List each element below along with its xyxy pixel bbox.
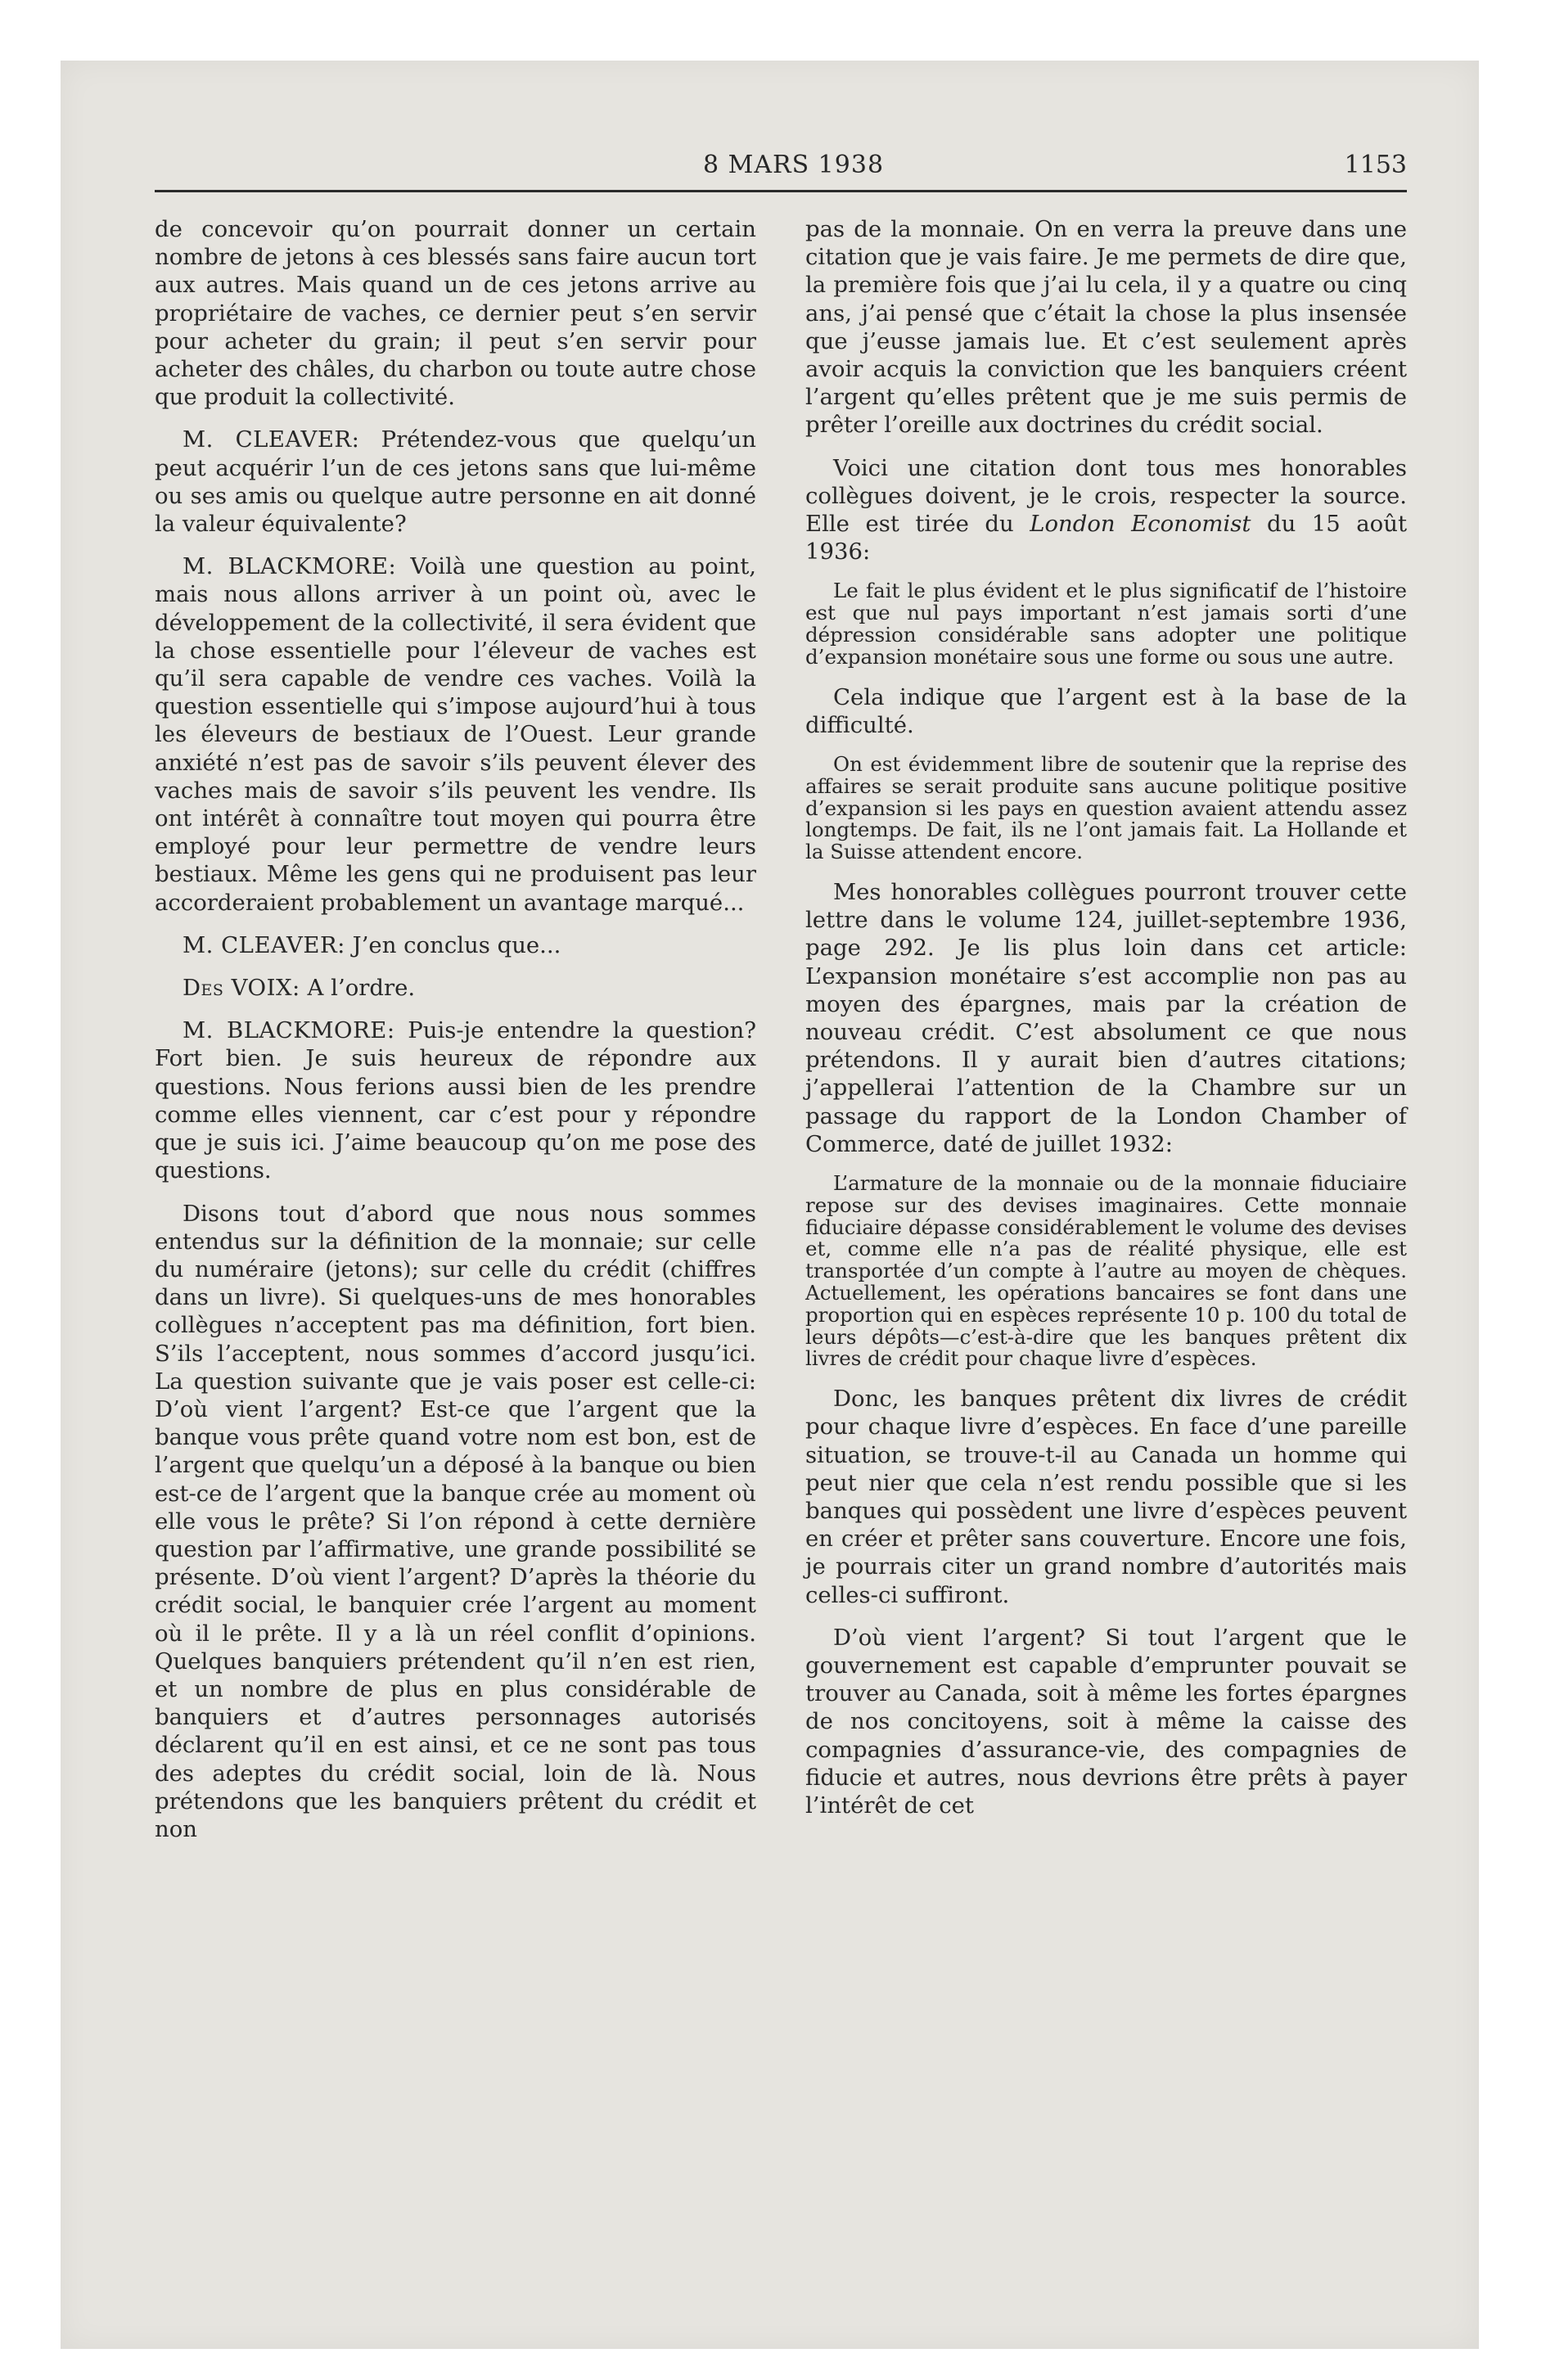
- document-page: [155, 139, 1407, 1858]
- page-number: 1153: [1344, 151, 1407, 179]
- speech-paragraph: [155, 552, 756, 917]
- speech-paragraph: [155, 426, 756, 538]
- paragraph: [805, 454, 1407, 566]
- speech-paragraph: [155, 931, 756, 959]
- paragraph: Cela indique que l’argent est à la base de la difficulté.: [805, 683, 1407, 738]
- block-quote: L’armature de la monnaie ou de la monnaie fiduciaire repose sur des devises imaginaires. Cette monnaie fiduciaire dépasse considérablement le volume des devises et, comme elle n’a pas de réalité physique, elle est transportée d’un compte à l’autre au moyen de chèques. Actuellement, les opérations bancaires se font dans une proportion qui en espèces représente 10 p. 100 du total de leurs dépôts—c’est-à-dire que les banques prêtent dix livres de crédit pour chaque livre d’espèces.: [805, 1171, 1407, 1371]
- speaker-name: M. CLEAVER:: [183, 426, 360, 453]
- right-column: [805, 215, 1407, 1858]
- paragraph: D’où vient l’argent? Si tout l’argent que le gouvernement est capable d’emprunter pouvait se trouver au Canada, soit à même les fortes épargnes de nos concitoyens, soit à même la caisse des compagnies d’assurance-vie, des compagnies de fiducie et autres, nous devrions être prêts à payer l’intérêt de cet: [805, 1624, 1407, 1819]
- paragraph: Donc, les banques prêtent dix livres de crédit pour chaque livre d’espèces. En face d’une pareille situation, se trouve-t-il au Canada un homme qui peut nier que cela n’est rendu possible que si les banques qui possèdent une livre d’espèces peuvent en créer et prêter sans couverture. Encore une fois, je pourrais citer un grand nombre d’autorités mais celles-ci suffiront.: [805, 1386, 1407, 1608]
- left-column: [155, 215, 756, 1858]
- speech-text: Voilà une question au point, mais nous allons arriver à un point où, avec le développement de la collectivité, il sera évident que la chose essentielle pour l’éleveur de vaches est qu’il sera capable de vendre ces vaches. Voilà la question essentielle qui s’impose aujourd’hui à tous les éleveurs de bestiaux de l’Ouest. Leur grande anxiété n’est pas de savoir s’ils peuvent élever des vaches mais de savoir s’ils peuvent les vendre. Ils ont intérêt à connaître tout moyen qui pourra être employé pour leur permettre de vendre leurs bestiaux. Même les gens qui ne produisent pas leur accorderaient probablement un avantage marqué...: [155, 553, 756, 916]
- paragraph: Mes honorables collègues pourront trouver cette lettre dans le volume 124, juillet-septembre 1936, page 292. Je lis plus loin dans cet article: L’expansion monétaire s’est accomplie non pas au moyen des épargnes, mais par la création de nouveau crédit. C’est absolument ce que nous prétendons. Il y aurait bien d’autres citations; j’appellerai l’attention de la Chambre sur un passage du rapport de la London Chamber of Commerce, daté de juillet 1932:: [805, 879, 1407, 1157]
- publication-title: London Economist: [1030, 511, 1251, 538]
- paragraph-text: Voici une citation dont tous mes honorables collègues doivent, je le crois, respecter la source. Elle est tirée du: [805, 454, 1407, 538]
- paragraph: de concevoir qu’on pourrait donner un certain nombre de jetons à ces blessés sans faire aucun tort aux autres. Mais quand un de ces jetons arrive au propriétaire de vaches, ce dernier peut s’en servir pour acheter du grain; il peut s’en servir pour acheter des châles, du charbon ou toute autre chose que produit la collectivité.: [155, 216, 756, 411]
- two-column-body: [155, 215, 1407, 1858]
- speaker-name: M. CLEAVER:: [183, 931, 345, 958]
- block-quote: On est évidemment libre de soutenir que la reprise des affaires se serait produite sans aucune politique positive d’expansion si les pays en question avaient attendu assez longtemps. De fait, ils ne l’ont jamais fait. La Hollande et la Suisse attendent encore.: [805, 752, 1407, 864]
- block-quote: Le fait le plus évident et le plus significatif de l’histoire est que nul pays important n’est jamais sorti d’une dépression considérable sans adopter une politique d’expansion monétaire sous une forme ou sous une autre.: [805, 579, 1407, 669]
- speaker-name: M. BLACKMORE:: [183, 1017, 395, 1044]
- speech-text: Puis-je entendre la question? Fort bien. Je suis heureux de répondre aux questions. Nous ferions aussi bien de les prendre comme elles viennent, car c’est pour y répondre que je suis ici. J’aime beaucoup qu’on me pose des questions.: [155, 1017, 756, 1184]
- paragraph: Disons tout d’abord que nous nous sommes entendus sur la définition de la monnaie; sur celle du numéraire (jetons); sur celle du crédit (chiffres dans un livre). Si quelques-uns de mes honorables collègues n’acceptent pas ma définition, fort bien. S’ils l’acceptent, nous sommes d’accord jusqu’ici. La question suivante que je vais poser est celle-ci: D’où vient l’argent? Est-ce que l’argent que la banque vous prête quand votre nom est bon, est de l’argent que quelqu’un a déposé à la banque ou bien est-ce de l’argent que la banque crée au moment où elle vous le prête? Si l’on répond à cette dernière question par l’affirmative, une grande possibilité se présente. D’où vient l’argent? D’après la théorie du crédit social, le banquier crée l’argent au moment où il le prête. Il y a là un réel conflit d’opinions. Quelques banquiers prétendent qu’il n’en est rien, et un nombre de plus en plus considérable de banquiers et d’autres personnages autorisés déclarent qu’il en est ainsi, et ce ne sont pas tous des adeptes du crédit social, loin de là. Nous prétendons que les banquiers prêtent du crédit et non: [155, 1200, 756, 1842]
- speech-paragraph: [155, 974, 756, 1002]
- speaker-name: M. BLACKMORE:: [183, 553, 397, 580]
- speech-text: J’en conclus que...: [345, 931, 561, 958]
- paragraph: pas de la monnaie. On en verra la preuve dans une citation que je vais faire. Je me permets de dire que, la première fois que j’ai lu cela, il y a quatre ou cinq ans, j’ai pensé que c’était la chose la plus insensée que j’eusse jamais lue. Et c’est seulement après avoir acquis la conviction que les banquiers créent l’argent qu’elles prêtent que je me suis permis de prêter l’oreille aux doctrines du crédit social.: [805, 216, 1407, 439]
- speech-text: A l’ordre.: [300, 975, 416, 1002]
- speaker-name: Des VOIX:: [183, 975, 300, 1002]
- speech-text: Prétendez-vous que quelqu’un peut acquérir l’un de ces jetons sans que lui-même ou ses amis ou quelque autre personne en ait donné la valeur équivalente?: [155, 426, 756, 538]
- paragraph-text: du 15 août 1936:: [805, 511, 1408, 566]
- header-date: 8 MARS 1938: [703, 151, 885, 179]
- page-header: [155, 139, 1407, 192]
- speech-paragraph: [155, 1016, 756, 1184]
